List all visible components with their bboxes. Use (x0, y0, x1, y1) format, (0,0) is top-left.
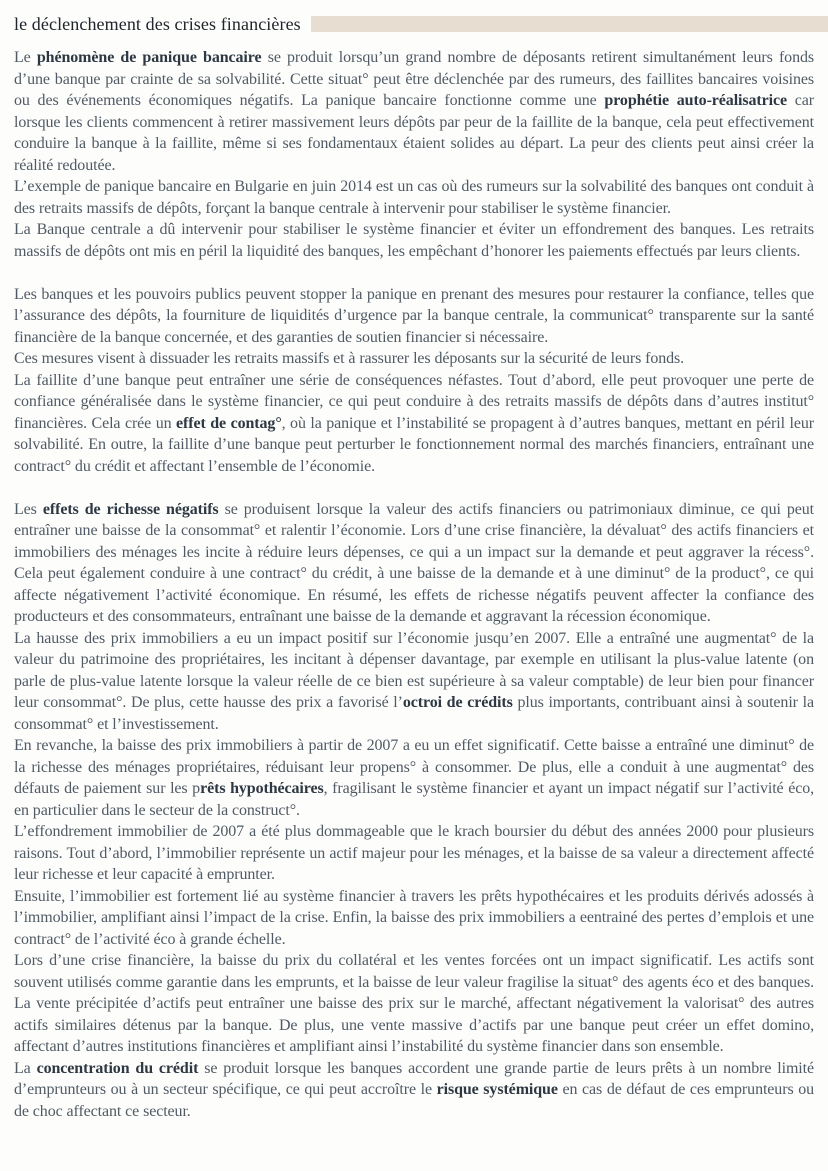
bold-key-term: risque systémique (436, 1081, 558, 1098)
text-run: La Banque centrale a dû intervenir pour stabiliser le système financier et éviter un effondrement des banques. Les retraits massifs de dépôts ont mis en péril la liquidité des banques, les empêchant d’honorer les paiements effectués par leurs clients. (14, 221, 814, 260)
paragraph (14, 47, 814, 176)
paragraph (14, 950, 814, 1058)
text-run: En revanche, la baisse des prix immobiliers à partir de 2007 a eu un effet significatif. Cette baisse a entraîné une diminut° de la richesse des ménages propriétaires, réduisant leur propens° à consommer. De plus, elle a conduit à une augmentat° des défauts de paiement sur les p (14, 737, 814, 797)
bold-key-term: prophétie auto-réalisatrice (604, 92, 788, 109)
text-run: Le (14, 49, 37, 66)
text-run: La faillite d’une banque peut entraîner une série de conséquences néfastes. Tout d’abord, elle peut provoquer une perte de confiance généralisée dans le système financier, ce qui peut conduire à des retraits massifs de dépôts dans d’autres institut° financières. Cela crée un (14, 371, 814, 432)
text-run: La hausse des prix immobiliers a eu un impact positif sur l’économie jusqu’en 2007. Elle a entraîné une augmentat° de la valeur du patrimoine des propriétaires, les incitant à dépenser davantage, par exemple en utilisant la plus-value latente (on parle de plus-value latente lorsque la valeur réelle de ce bien est supérieure à sa valeur comptable) de leur bien pour financer leur consommat°. De plus, cette hausse des prix a favorisé l’ (14, 629, 814, 711)
bold-key-term: concentration du crédit (36, 1059, 199, 1077)
text-run: car lorsque les clients commencent à retirer massivement leurs dépôts par peur de la faillite de la banque, cela peut effectivement conduire la banque à la faillite, même si ses fondamentaux étaient solides au départ. La peur des clients peut ainsi créer la réalité redoutée. (14, 92, 814, 174)
page-title: le déclenchement des crises financières (14, 14, 301, 34)
text-run: , fragilisant le système financier et ayant un impact négatif sur l’activité éco, en particulier dans le secteur de la construct°. (14, 780, 814, 819)
text-run: se produit lorsque les banques accordent une grande partie de leurs prêts à un nombre limité d’emprunteurs ou à un secteur spécifique, ce qui peut accroître le (14, 1059, 814, 1098)
bold-key-term: octroi de crédits (402, 694, 513, 711)
text-run: La (14, 1059, 37, 1077)
bold-key-term: effet de contag° (176, 414, 282, 432)
text-run: plus importants, contribuant ainsi à soutenir la consommat° et l’investissement. (14, 694, 814, 733)
paragraph (14, 628, 814, 736)
text-run: Les (14, 500, 43, 518)
text-run: Les banques et les pouvoirs publics peuvent stopper la panique en prenant des mesures pour restaurer la confiance, telles que l’assurance des dépôts, la fourniture de liquidités d’urgence par la banque centrale, la communicat° transparente sur la santé financière de la banque concernée, et des garanties de soutien financier si nécessaire. (14, 285, 814, 346)
text-run: Lors d’une crise financière, la baisse du prix du collatéral et les ventes forcées ont un impact significatif. Les actifs sont souvent utilisés comme garantie dans les emprunts, et la baisse de leur valeur fragilise la situat° des agents éco et des banques. La vente précipitée d’actifs peut entraîner une baisse des prix sur le marché, affectant négativement la valorisat° des autres actifs similaires détenus par la banque. De plus, une vente massive d’actifs par une banque peut créer un effet domino, affectant d’autres institutions financières et amplifiant ainsi l’instabilité du système financier dans son ensemble. (14, 952, 814, 1055)
paragraph (14, 886, 814, 951)
document-body (0, 47, 828, 1122)
text-run: se produit lorsqu’un grand nombre de déposants retirent simultanément leurs fonds d’une banque par crainte de sa solvabilité. Cette situat° peut être déclenchée par des rumeurs, des faillites bancaires voisines ou des événements économiques négatifs. La panique bancaire fonctionne comme une (14, 49, 814, 109)
bold-key-term: phénomène de panique bancaire (36, 49, 262, 66)
text-run: L’effondrement immobilier de 2007 a été plus dommageable que le krach boursier du début des années 2000 pour plusieurs raisons. Tout d’abord, l’immobilier représente un actif majeur pour les ménages, et la baisse de sa valeur a directement affecté leur richesse et leur capacité à emprunter. (14, 823, 814, 883)
paragraph (14, 499, 814, 628)
text-run: en cas de défaut de ces emprunteurs ou de choc affectant ce secteur. (14, 1081, 815, 1120)
paragraph (14, 219, 814, 262)
bold-key-term: rêts hypothécaires (200, 780, 324, 797)
paragraph (14, 1058, 814, 1123)
paragraph (14, 735, 814, 821)
title-row (0, 13, 828, 35)
paragraph (14, 821, 814, 886)
text-run: Ces mesures visent à dissuader les retraits massifs et à rassurer les déposants sur la sécurité de leurs fonds. (14, 350, 685, 367)
bold-key-term: effets de richesse négatifs (42, 500, 219, 518)
text-run: Ensuite, l’immobilier est fortement lié au système financier à travers les prêts hypothécaires et les produits dérivés adossés à l’immobilier, amplifiant ainsi l’impact de la crise. Enfin, la baisse des prix immobiliers a eentrainé des pertes d’emplois et une contract° de l’activité éco à grande échelle. (14, 887, 814, 948)
paragraph (14, 176, 814, 219)
title-highlight-bar (311, 16, 828, 32)
text-run: L’exemple de panique bancaire en Bulgarie en juin 2014 est un cas où des rumeurs sur la solvabilité des banques ont conduit à des retraits massifs de dépôts, forçant la banque centrale à intervenir pour stabiliser le système financier. (14, 178, 814, 217)
text-run: se produisent lorsque la valeur des actifs financiers ou patrimoniaux diminue, ce qui peut entraîner une baisse de la consommat° et ralentir l’économie. Lors d’une crise financière, la dévaluat° des actifs financiers et immobiliers des ménages les incite à réduire leurs dépenses, ce qui a un impact sur la demande et peut aggraver la récess°. Cela peut également conduire à une contract° du crédit, à une baisse de la demande et à une diminut° de la product°, ce qui affecte négativement l’activité économique. En résumé, les effets de richesse négatifs peuvent affecter la confiance des producteurs et des consommateurs, entraînant une baisse de la demande et aggravant la récession économique. (14, 500, 815, 625)
paragraph (14, 370, 814, 478)
text-run: , où la panique et l’instabilité se propagent à d’autres banques, mettant en péril leur solvabilité. En outre, la faillite d’une banque peut perturber le fonctionnement normal des marchés financiers, entraînant une contract° du crédit et affectant l’ensemble de l’économie. (14, 414, 814, 475)
paragraph (14, 284, 814, 349)
paragraph (14, 348, 814, 370)
